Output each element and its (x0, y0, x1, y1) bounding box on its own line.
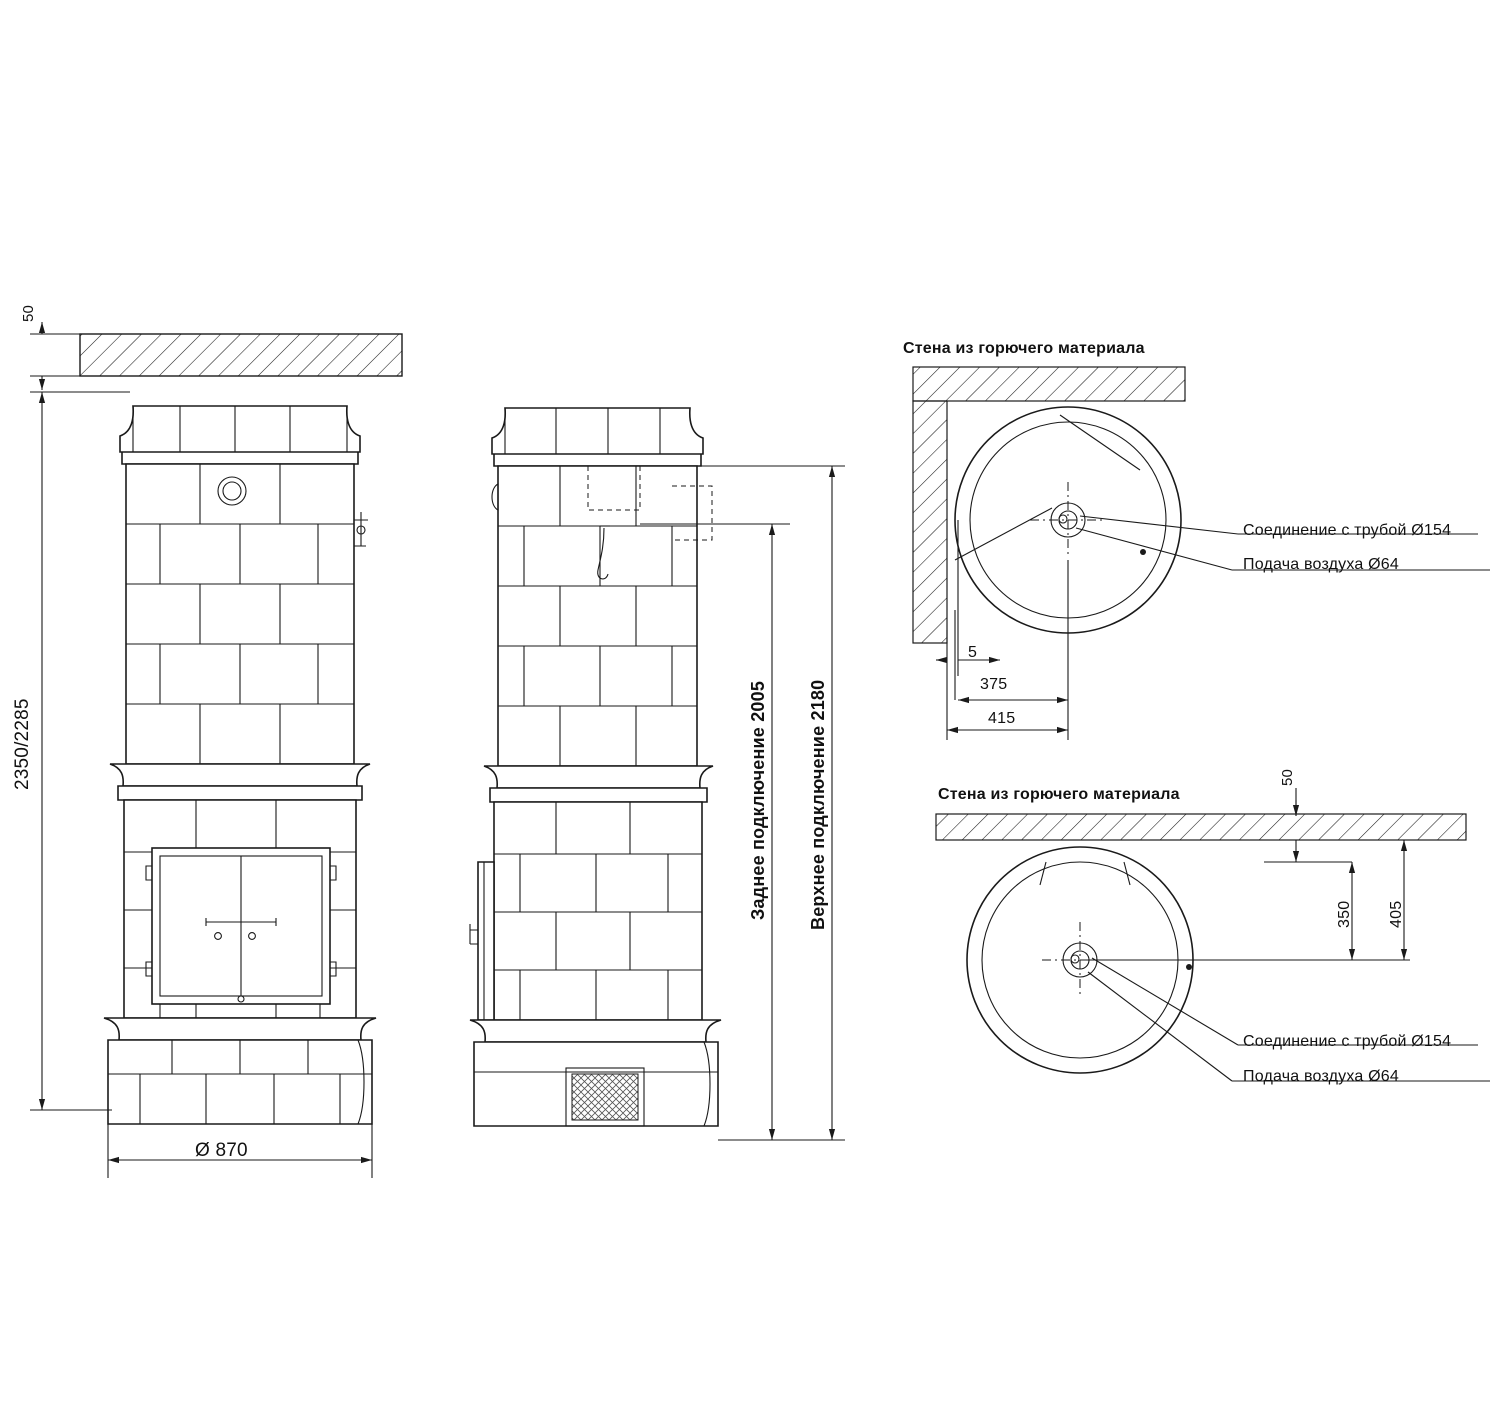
front-view (80, 334, 402, 1124)
wall-label-1: Стена из горючего материала (903, 340, 1145, 357)
callout-air-1: Подача воздуха Ø64 (1243, 556, 1399, 573)
dim-415: 415 (988, 710, 1016, 727)
dim-405: 405 (1388, 900, 1405, 928)
side-view (470, 408, 721, 1126)
wall-label-2: Стена из горючего материала (938, 786, 1180, 803)
dim-ceiling-gap: 50 (20, 304, 37, 322)
dim-width: Ø 870 (195, 1140, 248, 1161)
dim-350: 350 (1336, 900, 1353, 928)
callout-air-2: Подача воздуха Ø64 (1243, 1068, 1399, 1085)
dim-top-connection: Верхнее подключение 2180 (808, 679, 828, 930)
dim-5: 5 (968, 644, 978, 661)
callout-pipe-1: Соединение с трубой Ø154 (1243, 522, 1452, 539)
dim-rear-connection: Заднее подключение 2005 (748, 680, 768, 920)
dim-50-wall: 50 (1279, 768, 1296, 786)
callout-pipe-2: Соединение с трубой Ø154 (1243, 1033, 1452, 1050)
dim-total-height: 2350/2285 (12, 698, 33, 790)
dim-375: 375 (980, 676, 1008, 693)
